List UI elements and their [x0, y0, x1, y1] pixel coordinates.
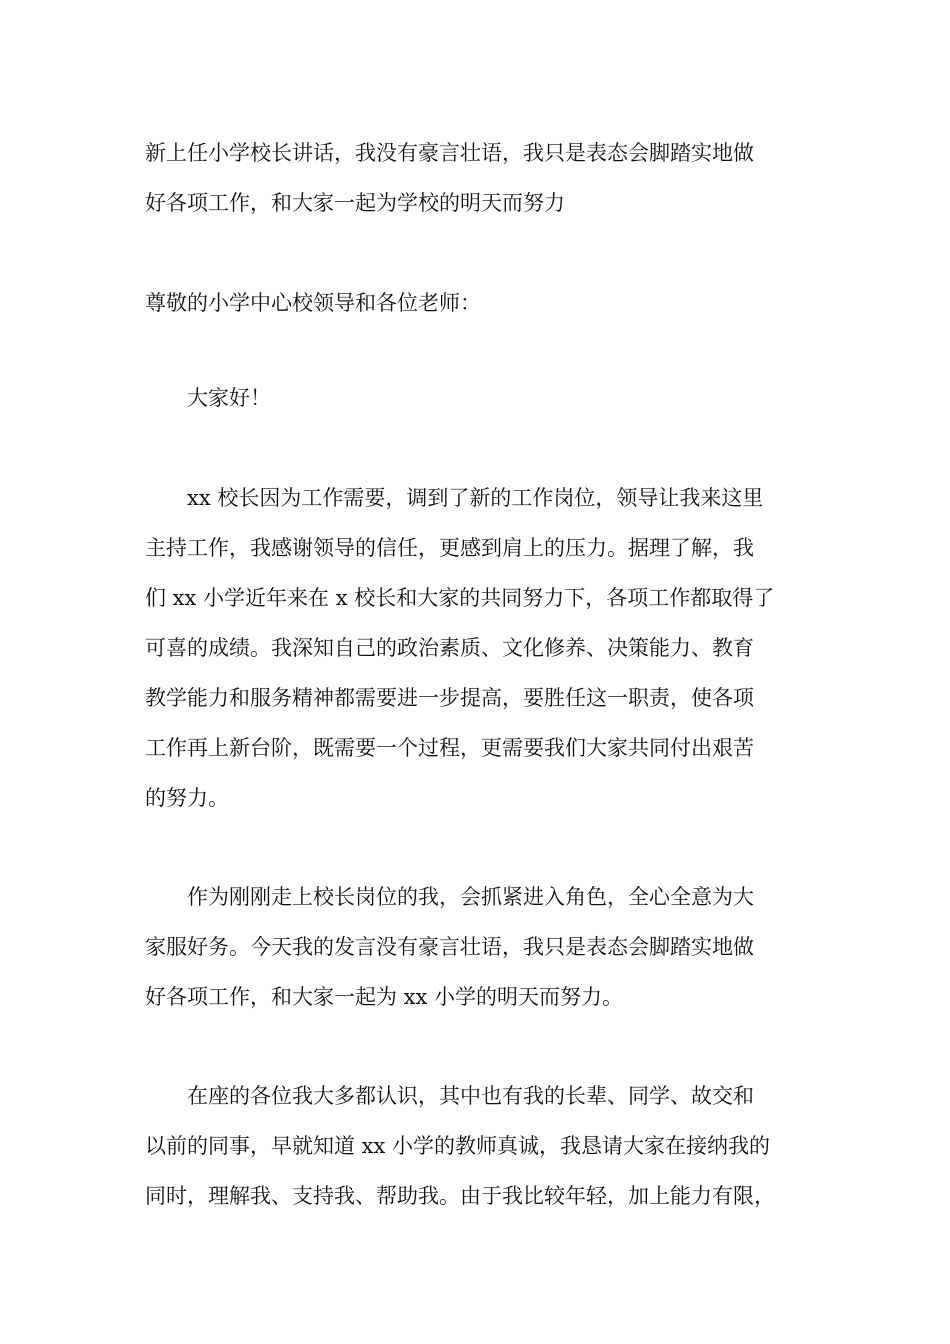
title-line: 新上任小学校长讲话，我没有豪言壮语，我只是表态会脚踏实地做: [145, 141, 754, 165]
paragraph-line: 工作再上新台阶，既需要一个过程，更需要我们大家共同付出艰苦: [145, 736, 754, 760]
paragraph-line: 可喜的成绩。我深知自己的政治素质、文化修养、决策能力、教育: [145, 636, 754, 660]
salutation-text: 尊敬的小学中心校领导和各位老师：: [145, 291, 481, 315]
paragraph-line: 同时，理解我、支持我、帮助我。由于我比较年轻，加上能力有限，: [145, 1184, 775, 1208]
paragraph-line: 家服好务。今天我的发言没有豪言壮语，我只是表态会脚踏实地做: [145, 935, 754, 959]
salutation: [145, 278, 825, 328]
title-line: 好各项工作，和大家一起为学校的明天而努力: [145, 191, 565, 215]
greeting-text: 大家好！: [187, 386, 271, 410]
paragraph-line: xx 校长因为工作需要，调到了新的工作岗位，领导让我来这里: [187, 486, 764, 510]
paragraph-3: [145, 1071, 825, 1221]
paragraph-line: 好各项工作，和大家一起为 xx 小学的明天而努力。: [145, 985, 624, 1009]
paragraph-line: 主持工作，我感谢领导的信任，更感到肩上的压力。据理了解，我: [145, 536, 754, 560]
document-title: [145, 128, 825, 228]
paragraph-line: 以前的同事，早就知道 xx 小学的教师真诚，我恳请大家在接纳我的: [145, 1134, 771, 1158]
paragraph-line: 教学能力和服务精神都需要进一步提高，要胜任这一职责，使各项: [145, 686, 754, 710]
paragraph-line: 在座的各位我大多都认识，其中也有我的长辈、同学、故交和: [187, 1084, 754, 1108]
greeting: [145, 373, 825, 423]
paragraph-2: [145, 872, 825, 1022]
paragraph-line: 们 xx 小学近年来在 x 校长和大家的共同努力下，各项工作都取得了: [145, 586, 775, 610]
paragraph-1: [145, 473, 825, 823]
paragraph-line: 作为刚刚走上校长岗位的我，会抓紧进入角色，全心全意为大: [187, 885, 754, 909]
paragraph-line: 的努力。: [145, 786, 229, 810]
